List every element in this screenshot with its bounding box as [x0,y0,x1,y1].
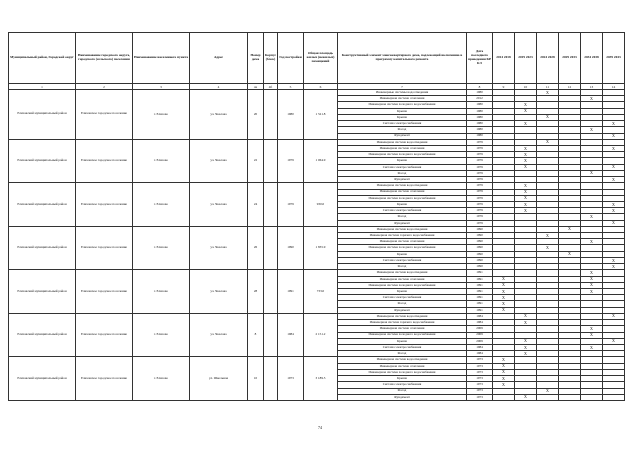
house-number-cell: 28 [248,270,264,314]
element-cell: Инженерная система отопления [338,145,467,151]
settlement-cell: Елизовское городское поселение [76,139,133,183]
settlement-cell: Елизовское городское поселение [76,226,133,270]
period-mark-x: X [603,208,625,214]
last-repair-cell: 2009 [467,326,493,332]
last-repair-cell: 1991 [467,289,493,295]
last-repair-cell: 1980 [467,121,493,127]
last-repair-cell: 1979 [467,164,493,170]
district-cell: Елизовский муниципальный район [9,90,76,140]
element-cell: Фасад [338,388,467,394]
period-mark-x: X [493,289,515,295]
period-mark-x: X [493,357,515,363]
year-built-cell: 1991 [278,270,304,314]
last-repair-cell: 1980 [467,102,493,108]
period-mark-x: X [603,257,625,263]
last-repair-cell: 1990 [467,239,493,245]
period-mark-x: X [537,90,559,96]
element-cell: Инженерная система водоотведения [338,357,467,363]
last-repair-cell: 1991 [467,276,493,282]
house-number-cell: 26 [248,226,264,270]
element-cell: Инженерная система холодного водоснабжения [338,102,467,108]
period-mark-cell [581,394,603,400]
element-cell: Инженерная система отопления [338,189,467,195]
year-built-cell: 1979 [278,139,304,183]
register-sheet [8,32,625,401]
period-mark-x: X [603,164,625,170]
col-district-header: Муниципальный район, Городской округ [9,33,76,84]
column-number: 14 [603,84,625,90]
col-area-header: Общая площадь жилых (нежилых) помещений [304,33,338,84]
year-built-cell: 1980 [278,90,304,140]
element-cell: Фасад [338,264,467,270]
settlement-cell: Елизовское городское поселение [76,270,133,314]
period-mark-x: X [581,332,603,338]
building-cell [264,270,278,314]
element-cell: Инженерная система горячего водоснабжения [338,233,467,239]
period-mark-x: X [515,351,537,357]
period-mark-cell [559,394,581,400]
period-mark-x: X [537,139,559,145]
period-mark-x: X [603,313,625,319]
col-locality-header: Наименование населенного пункта [133,33,190,84]
element-cell: Фасад [338,127,467,133]
period-mark-x: X [603,121,625,127]
element-cell: Крыша [338,376,467,382]
element-cell: Система электроснабжения [338,382,467,388]
building-cell [264,226,278,270]
locality-cell: г. Елизово [133,357,190,401]
settlement-cell: Елизовское городское поселение [76,90,133,140]
period-mark-x: X [581,239,603,245]
period-mark-x: X [603,201,625,207]
last-repair-cell: 1980 [467,114,493,120]
column-number: 8 [467,84,493,90]
area-cell: 2 151.2 [304,313,338,357]
address-cell: ул. Чкалова [190,183,248,227]
col-period-header: 2039 2043 [603,33,625,84]
period-mark-x: X [581,127,603,133]
element-cell: Инженерная система водоотведения [338,313,467,319]
element-cell: Система электроснабжения [338,208,467,214]
period-mark-x: X [603,145,625,151]
period-mark-x: X [581,282,603,288]
period-mark-x: X [603,338,625,344]
year-built-cell: 1979 [278,183,304,227]
district-cell: Елизовский муниципальный район [9,313,76,357]
last-repair-cell: 1979 [467,170,493,176]
house-number-cell: 10 [248,357,264,401]
column-number: 12 [559,84,581,90]
last-repair-cell: 1979 [467,189,493,195]
last-repair-cell: 1979 [467,152,493,158]
column-number: 9 [493,84,515,90]
period-mark-x: X [515,164,537,170]
period-mark-x: X [515,102,537,108]
house-number-cell: 20 [248,90,264,140]
element-cell: Инженерная система водоотведения [338,270,467,276]
locality-cell: г. Елизово [133,90,190,140]
last-repair-cell: 1984 [467,320,493,326]
page-number: 74 [318,425,322,430]
last-repair-cell: 1979 [467,208,493,214]
last-repair-cell: 2009 [467,338,493,344]
period-mark-x: X [581,289,603,295]
last-repair-cell: 1973 [467,394,493,400]
element-cell: Фасад [338,214,467,220]
element-cell: Крыша [338,114,467,120]
period-mark-x: X [581,214,603,220]
last-repair-cell: 1980 [467,90,493,96]
period-mark-x: X [559,251,581,257]
period-mark-x: X [515,121,537,127]
column-number: 4а [248,84,264,90]
period-mark-x: X [515,394,537,400]
address-cell: ул. Чкалова [190,139,248,183]
period-mark-x: X [537,388,559,394]
element-cell: Фасад [338,170,467,176]
last-repair-cell: 1973 [467,388,493,394]
column-number: 13 [581,84,603,90]
area-cell: 1 521.8 [304,90,338,140]
area-cell: 733.0 [304,270,338,314]
area-cell: 1 835.9 [304,226,338,270]
last-repair-cell: 1979 [467,145,493,151]
col-period-header: 2024 2028 [537,33,559,84]
year-built-cell: 1984 [278,313,304,357]
locality-cell: г. Елизово [133,183,190,227]
last-repair-cell: 1990 [467,226,493,232]
building-cell [264,183,278,227]
area-cell: 3 189.5 [304,357,338,401]
district-cell: Елизовский муниципальный район [9,139,76,183]
period-mark-x: X [581,270,603,276]
element-cell: Инженерная система водоотведения [338,139,467,145]
last-repair-cell: 1990 [467,245,493,251]
last-repair-cell: 1973 [467,369,493,375]
column-number: 3 [133,84,190,90]
period-mark-x: X [537,114,559,120]
period-mark-x: X [603,177,625,183]
address-cell: ул. Школьная [190,357,248,401]
last-repair-cell: 1984 [467,351,493,357]
last-repair-cell: 1990 [467,251,493,257]
element-cell: Крыша [338,158,467,164]
last-repair-cell: 1980 [467,127,493,133]
element-cell: Фундамент [338,307,467,313]
last-repair-cell: 1980 [467,133,493,139]
settlement-cell: Елизовское городское поселение [76,313,133,357]
period-mark-x: X [581,170,603,176]
locality-cell: г. Елизово [133,313,190,357]
address-cell: ул. Чкалова [190,313,248,357]
district-cell: Елизовский муниципальный район [9,357,76,401]
address-cell: ул. Чкалова [190,90,248,140]
element-cell: Крыша [338,338,467,344]
element-cell: Инженерная система холодного водоснабжения [338,332,467,338]
last-repair-cell: 2009 [467,332,493,338]
last-repair-cell: 1980 [467,108,493,114]
element-cell: Инженерная система холодного водоснабжения [338,152,467,158]
element-cell: Крыша [338,108,467,114]
period-mark-x: X [493,295,515,301]
period-mark-x: X [493,369,515,375]
last-repair-cell: 1979 [467,177,493,183]
element-cell: Инженерная система отопления [338,363,467,369]
last-repair-cell: 1973 [467,363,493,369]
period-mark-x: X [493,276,515,282]
element-cell: Система электроснабжения [338,257,467,263]
period-mark-x: X [493,376,515,382]
element-cell: Система электроснабжения [338,121,467,127]
column-number: 4 [190,84,248,90]
period-mark-x: X [603,133,625,139]
locality-cell: г. Елизово [133,139,190,183]
col-period-header: 2014 2018 [493,33,515,84]
col-address-header: Адрес [190,33,248,84]
column-number: 5 [278,84,304,90]
column-number: 11 [537,84,559,90]
district-cell: Елизовский муниципальный район [9,183,76,227]
col-period-header: 2034 2038 [581,33,603,84]
period-mark-x: X [515,320,537,326]
column-number: 10 [515,84,537,90]
element-cell: Фундамент [338,394,467,400]
period-mark-x: X [515,201,537,207]
element-cell: Инженерная система холодного водоснабжения [338,282,467,288]
period-mark-cell [493,394,515,400]
period-mark-x: X [515,145,537,151]
house-number-cell: 22 [248,139,264,183]
period-mark-x: X [493,382,515,388]
year-built-cell: 1973 [278,357,304,401]
period-mark-x: X [515,344,537,350]
element-cell: Инженерная система отопления [338,239,467,245]
element-cell: Крыша [338,289,467,295]
period-mark-x: X [537,233,559,239]
last-repair-cell: 1990 [467,233,493,239]
period-mark-x: X [515,195,537,201]
last-repair-cell: 1979 [467,158,493,164]
element-cell: Фасад [338,301,467,307]
period-mark-x: X [515,338,537,344]
last-repair-cell: 1991 [467,282,493,288]
building-cell [264,90,278,140]
last-repair-cell: 1984 [467,313,493,319]
period-mark-x: X [515,152,537,158]
period-mark-x: X [603,220,625,226]
last-repair-cell: 1991 [467,301,493,307]
period-mark-x: X [581,276,603,282]
col-year-header: Год постройки [278,33,304,84]
col-building-header: Корпус (блок) [264,33,278,84]
element-cell: Инженерная система отопления [338,326,467,332]
last-repair-cell: 1979 [467,139,493,145]
settlement-cell: Елизовское городское поселение [76,357,133,401]
district-cell: Елизовский муниципальный район [9,270,76,314]
column-number: 4б [264,84,278,90]
house-number-cell: 8 [248,313,264,357]
period-mark-x: X [537,245,559,251]
period-mark-x: X [493,301,515,307]
last-repair-cell: 1984 [467,344,493,350]
element-cell: Крыша [338,201,467,207]
period-mark-x: X [493,363,515,369]
col-house-header: Номер дома [248,33,264,84]
period-mark-cell [537,394,559,400]
period-mark-x: X [603,264,625,270]
last-repair-cell: 1979 [467,214,493,220]
period-mark-x: X [515,183,537,189]
element-cell: Инженерные системы водоотведения [338,90,467,96]
element-cell: Крыша [338,251,467,257]
col-period-header: 2019 2023 [515,33,537,84]
district-cell: Елизовский муниципальный район [9,226,76,270]
period-mark-x: X [581,96,603,102]
element-cell: Инженерная система отопления [338,276,467,282]
capital-repair-table [8,32,625,401]
last-repair-cell: 1973 [467,357,493,363]
last-repair-cell: 1979 [467,220,493,226]
last-repair-cell: 1991 [467,307,493,313]
element-cell: Система электроснабжения [338,344,467,350]
element-cell: Инженерная система холодного водоснабжения [338,245,467,251]
last-repair-cell: 1991 [467,295,493,301]
house-number-cell: 24 [248,183,264,227]
address-cell: ул. Чкалова [190,270,248,314]
column-number: 2 [76,84,133,90]
last-repair-cell: 1979 [467,201,493,207]
period-mark-x: X [515,313,537,319]
col-settlement-header: Наименование городского округа, городского (сельского) поселения [76,33,133,84]
element-cell: Инженерная система холодного водоснабжения [338,369,467,375]
element-cell: Система электроснабжения [338,295,467,301]
locality-cell: г. Елизово [133,270,190,314]
period-mark-x: X [515,158,537,164]
last-repair-cell: 1979 [467,183,493,189]
element-cell: Фундамент [338,177,467,183]
period-mark-x: X [493,282,515,288]
element-cell: Фундамент [338,133,467,139]
element-cell: Инженерная система отопления [338,96,467,102]
period-mark-x: X [515,189,537,195]
element-cell: Инженерная система водоотведения [338,183,467,189]
area-cell: 930.0 [304,183,338,227]
building-cell [264,139,278,183]
address-cell: ул. Чкалова [190,226,248,270]
last-repair-cell: 2012 [467,96,493,102]
settlement-cell: Елизовское городское поселение [76,183,133,227]
last-repair-cell: 1973 [467,376,493,382]
column-number: 1 [9,84,76,90]
locality-cell: г. Елизово [133,226,190,270]
element-cell: Фундамент [338,220,467,226]
element-cell: Инженерная система водоотведения [338,226,467,232]
element-cell: Фасад [338,351,467,357]
column-number: 7 [338,84,467,90]
column-number: 6 [304,84,338,90]
col-last-repair-header: Дата последнего проведения КР КЭ [467,33,493,84]
period-mark-x: X [493,307,515,313]
last-repair-cell: 1991 [467,270,493,276]
period-mark-x: X [581,326,603,332]
building-cell [264,313,278,357]
last-repair-cell: 1973 [467,382,493,388]
period-mark-cell [603,394,625,400]
period-mark-x: X [559,226,581,232]
col-element-header: Конструктивный элемент многоквартирного дома, подлежащий включению в программу капитального ремонта [338,33,467,84]
building-cell [264,357,278,401]
table-body [9,90,625,401]
period-mark-x: X [515,108,537,114]
last-repair-cell: 1979 [467,195,493,201]
element-cell: Система электроснабжения [338,164,467,170]
last-repair-cell: 1990 [467,257,493,263]
last-repair-cell: 1990 [467,264,493,270]
period-mark-x: X [515,208,537,214]
element-cell: Инженерная система холодного водоснабжения [338,195,467,201]
element-cell: Инженерная система горячего водоснабжения [338,320,467,326]
table-header-row [9,33,625,84]
area-cell: 1 064.9 [304,139,338,183]
col-period-header: 2029 2033 [559,33,581,84]
period-mark-x: X [581,344,603,350]
year-built-cell: 1990 [278,226,304,270]
